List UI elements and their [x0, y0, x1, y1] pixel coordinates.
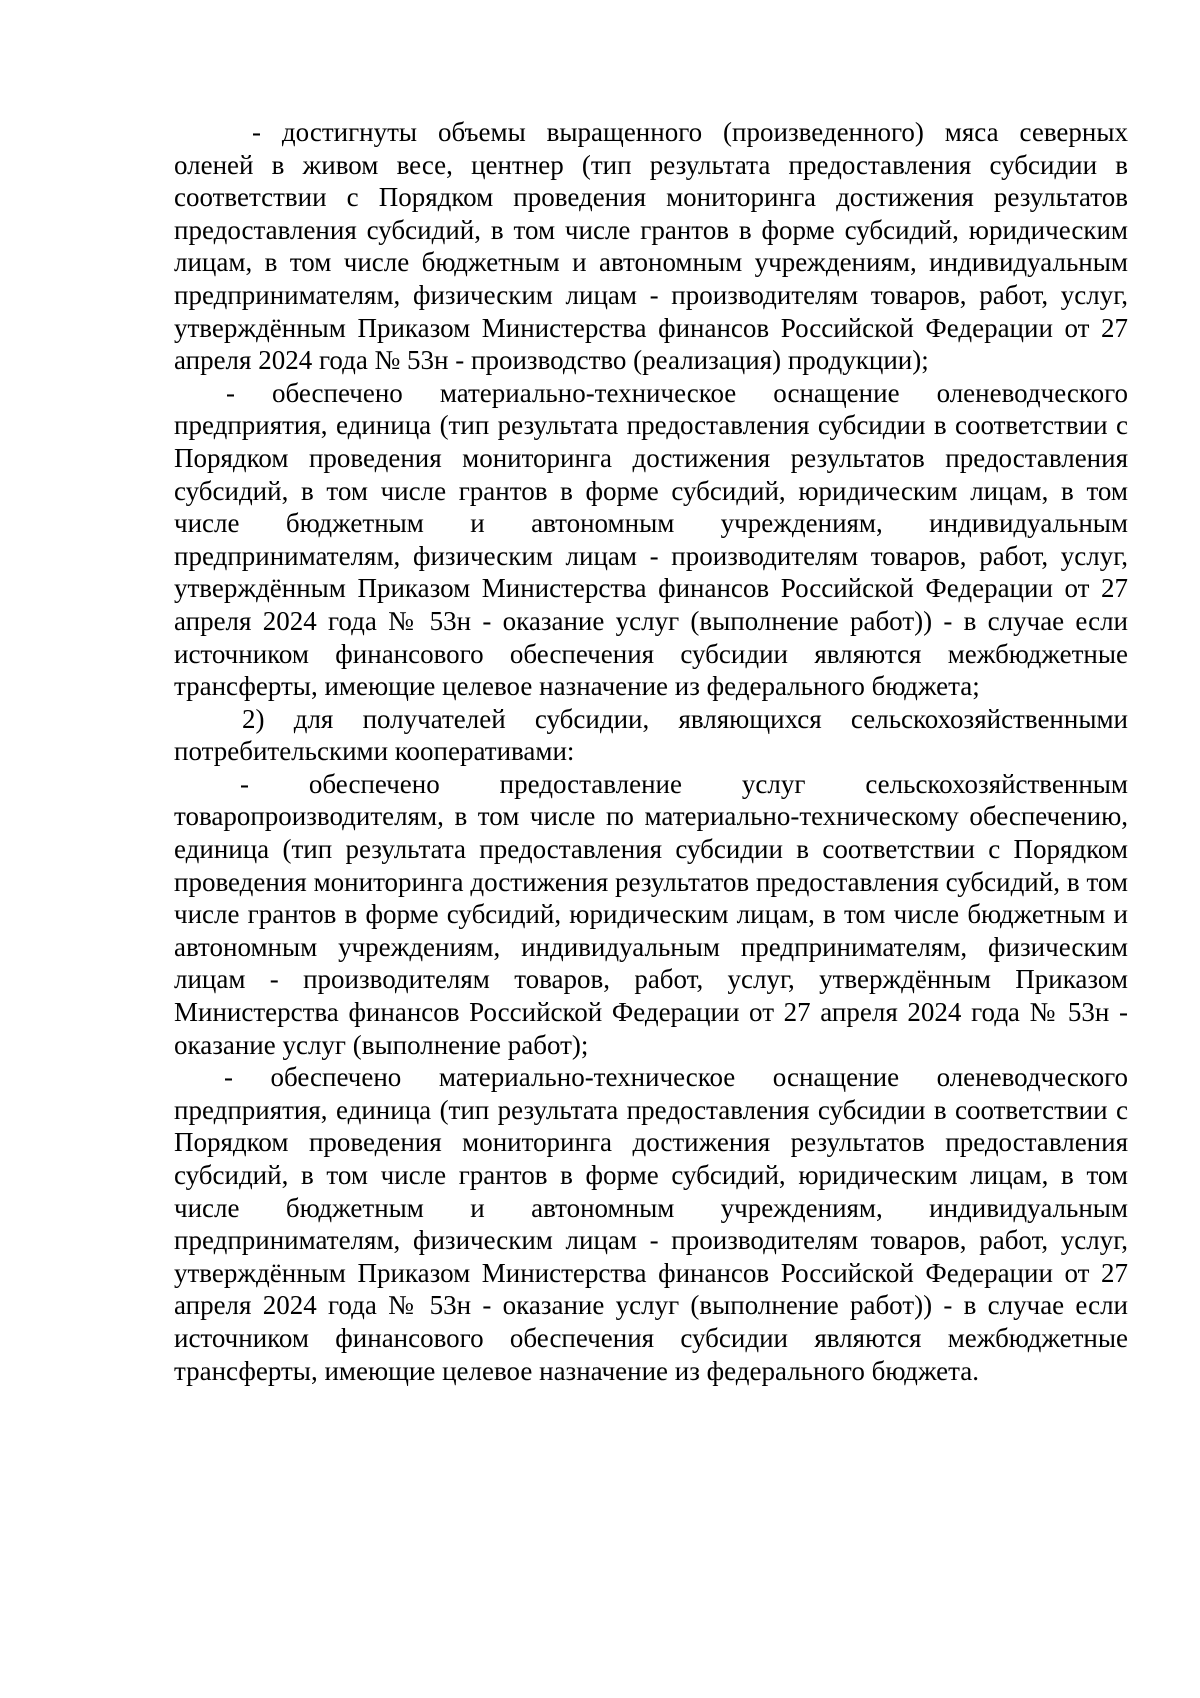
paragraph-meat-volume: - достигнуты объемы выращенного (произведенного) мяса северных оленей в живом весе, центнер (тип результата предоставления субсидии в соответствии с Порядком проведения мониторинга достижения результатов предоставления субсидий, в том числе грантов в форме субсидий, юридическим лицам, в том числе бюджетным и автономным учреждениям, индивидуальным предпринимателям, физическим лицам - производителям товаров, работ, услуг, утверждённым Приказом Министерства финансов Российской Федерации от 27 апреля 2024 года № 53н - производство (реализация) продукции);	[174, 117, 1128, 376]
document-body	[174, 116, 1128, 1387]
paragraph-equipment-reindeer: - обеспечено материально-техническое оснащение оленеводческого предприятия, единица (тип результата предоставления субсидии в соответствии с Порядком проведения мониторинга достижения результатов предоставления субсидий, в том числе грантов в форме субсидий, юридическим лицам, в том числе бюджетным и автономным учреждениям, индивидуальным предпринимателям, физическим лицам - производителям товаров, работ, услуг, утверждённым Приказом Министерства финансов Российской Федерации от 27 апреля 2024 года № 53н - оказание услуг (выполнение работ)) - в случае если источником финансового обеспечения субсидии являются межбюджетные трансферты, имеющие целевое назначение из федерального бюджета;	[174, 377, 1128, 702]
paragraph-equipment-reindeer-cooperative: - обеспечено материально-техническое оснащение оленеводческого предприятия, единица (тип результата предоставления субсидии в соответствии с Порядком проведения мониторинга достижения результатов предоставления субсидий, в том числе грантов в форме субсидий, юридическим лицам, в том числе бюджетным и автономным учреждениям, индивидуальным предпринимателям, физическим лицам - производителям товаров, работ, услуг, утверждённым Приказом Министерства финансов Российской Федерации от 27 апреля 2024 года № 53н - оказание услуг (выполнение работ)) - в случае если источником финансового обеспечения субсидии являются межбюджетные трансферты, имеющие целевое назначение из федерального бюджета.	[174, 1062, 1128, 1386]
paragraph-services-provision: - обеспечено предоставление услуг сельскохозяйственным товаропроизводителям, в том числе по материально-техническому обеспечению, единица (тип результата предоставления субсидии в соответствии с Порядком проведения мониторинга достижения результатов предоставления субсидий, в том числе грантов в форме субсидий, юридическим лицам, в том числе бюджетным и автономным учреждениям, индивидуальным предпринимателям, физическим лицам - производителям товаров, работ, услуг, утверждённым Приказом Министерства финансов Российской Федерации от 27 апреля 2024 года № 53н - оказание услуг (выполнение работ);	[174, 768, 1128, 1060]
paragraph-cooperatives-heading: 2) для получателей субсидии, являющихся сельскохозяйственными потребительскими кооперативами:	[174, 703, 1128, 767]
